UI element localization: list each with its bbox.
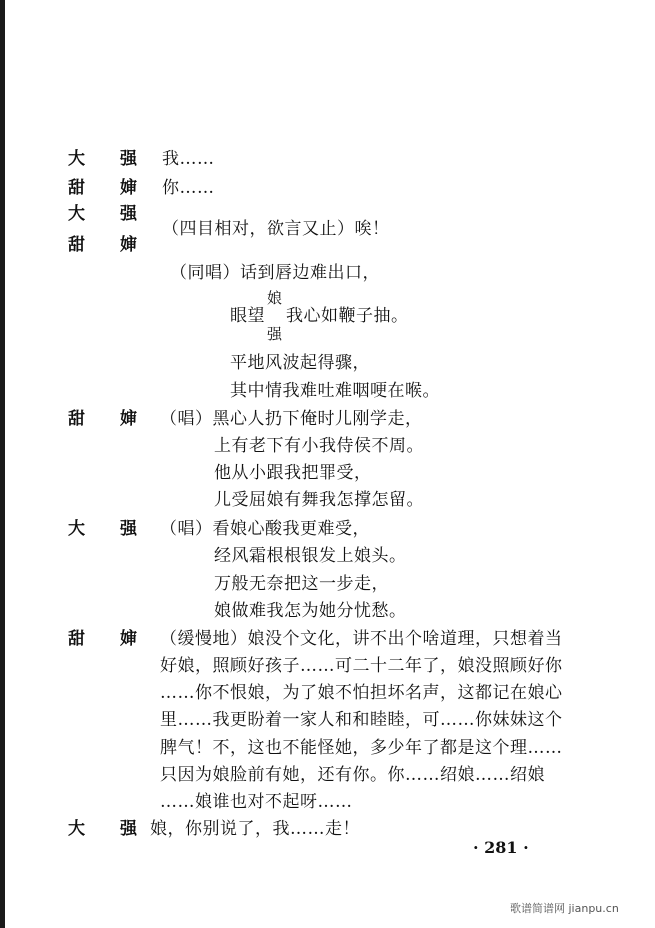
dialogue-line-final: 娘，你别说了，我……走！ bbox=[150, 819, 360, 839]
page-edge-rule bbox=[0, 0, 5, 928]
lyric-line-1: （同唱）话到唇边难出口， bbox=[170, 263, 380, 283]
lyric-stacked-top: 娘 bbox=[267, 289, 283, 307]
speaker-dagiang-1a: 大 bbox=[68, 149, 85, 169]
song-line-7: 万般无奈把这一步走， bbox=[214, 574, 389, 594]
speaker-tianshen-2b: 婶 bbox=[120, 178, 137, 198]
monologue-line-1: （缓慢地）娘没个文化，讲不出个啥道理，只想着当 bbox=[160, 629, 563, 649]
stage-direction-line: （四目相对，欲言又止）唉！ bbox=[162, 219, 390, 239]
dialogue-line-1: 我…… bbox=[162, 149, 215, 169]
speaker-daqiang-3a: 大 bbox=[68, 204, 85, 224]
song-line-4: 儿受屈娘有舞我怎撑怎留。 bbox=[214, 490, 424, 510]
speaker-tianshen-10a: 甜 bbox=[68, 409, 85, 429]
monologue-line-3: ……你不恨娘，为了娘不怕担坏名声，这都记在娘心 bbox=[160, 683, 563, 703]
song-line-1: （唱）黑心人扔下俺时儿刚学走， bbox=[160, 409, 423, 429]
monologue-line-6: 只因为娘脸前有她，还有你。你……绍娘……绍娘 bbox=[160, 765, 545, 785]
speaker-tianshen-18b: 婶 bbox=[120, 629, 137, 649]
speaker-tianshen-5a: 甜 bbox=[68, 235, 85, 255]
speaker-tianshen-5b: 婶 bbox=[120, 235, 137, 255]
lyric-line-2-tail: 我心如鞭子抽。 bbox=[286, 306, 409, 326]
song-line-6: 经风霜根根银发上娘头。 bbox=[214, 546, 407, 566]
song-line-5: （唱）看娘心酸我更难受， bbox=[160, 519, 370, 539]
speaker-daqiang-25a: 大 bbox=[68, 819, 85, 839]
lyric-line-4: 其中情我难吐难咽哽在喉。 bbox=[230, 381, 440, 401]
speaker-daqiang-3b: 强 bbox=[120, 204, 137, 224]
monologue-line-5: 脾气！不，这也不能怪她，多少年了都是这个理…… bbox=[160, 738, 563, 758]
lyric-line-2-prefix: 眼望 bbox=[230, 306, 265, 326]
speaker-daqiang-14b: 强 bbox=[120, 519, 137, 539]
song-line-3: 他从小跟我把罪受， bbox=[214, 463, 372, 483]
speaker-dagiang-1b: 强 bbox=[120, 149, 137, 169]
song-line-2: 上有老下有小我侍侯不周。 bbox=[214, 436, 424, 456]
page-number: · 281 · bbox=[473, 838, 529, 857]
speaker-daqiang-25b: 强 bbox=[120, 819, 137, 839]
monologue-line-4: 里……我更盼着一家人和和睦睦，可……你妹妹这个 bbox=[160, 710, 563, 730]
speaker-tianshen-18a: 甜 bbox=[68, 629, 85, 649]
speaker-tianshen-10b: 婶 bbox=[120, 409, 137, 429]
watermark-text: 歌谱简谱网 jianpu.cn bbox=[510, 902, 619, 915]
speaker-tianshen-2a: 甜 bbox=[68, 178, 85, 198]
monologue-line-2: 好娘，照顾好孩子……可二十二年了，娘没照顾好你 bbox=[160, 656, 563, 676]
monologue-line-7: ……娘谁也对不起呀…… bbox=[160, 792, 353, 812]
song-line-8: 娘做难我怎为她分忧愁。 bbox=[214, 601, 407, 621]
lyric-line-3: 平地风波起得骤， bbox=[230, 353, 370, 373]
dialogue-line-2: 你…… bbox=[162, 178, 215, 198]
lyric-stacked-bottom: 强 bbox=[267, 325, 283, 343]
speaker-daqiang-14a: 大 bbox=[68, 519, 85, 539]
